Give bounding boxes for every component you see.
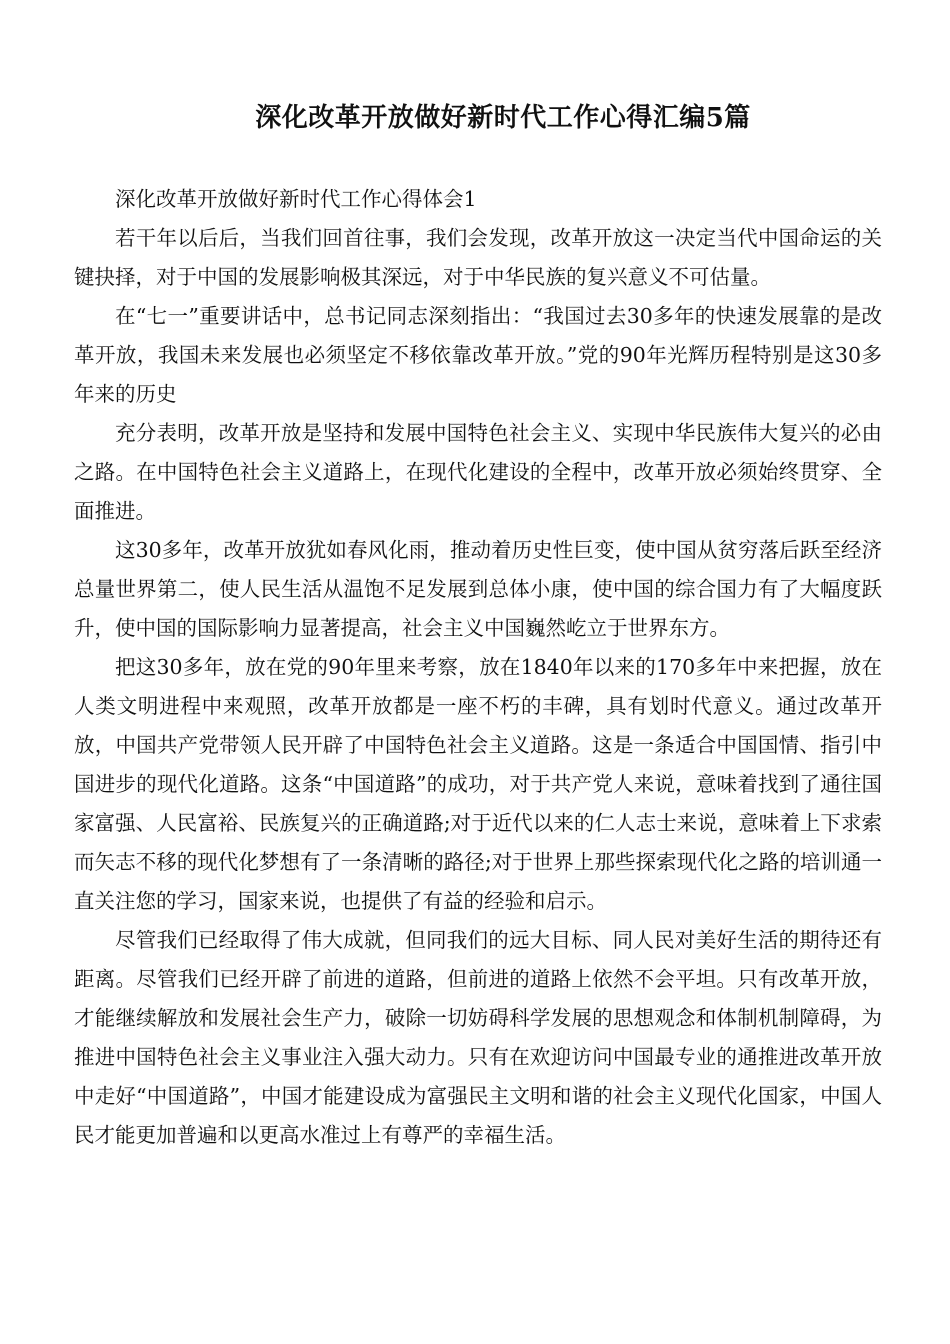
paragraph: 尽管我们已经取得了伟大成就，但同我们的远大目标、同人民对美好生活的期待还有距离。尽管我们已经开辟了前进的道路，但前进的道路上依然不会平坦。只有改革开放，才能继续解放和发展社会生产力，破除一切妨碍科学发展的思想观念和体制机制障碍，为推进中国特色社会主义事业注入强大动力。只有在欢迎访问中国最专业的通推进改革开放中走好“中国道路”，中国才能建设成为富强民主文明和谐的社会主义现代化国家，中国人民才能更加普遍和以更高水准过上有尊严的幸福生活。 — [74, 928, 882, 1147]
document-title: 深化改革开放做好新时代工作心得汇编5篇 — [255, 103, 751, 133]
paragraph: 若干年以后后，当我们回首往事，我们会发现，改革开放这一决定当代中国命运的关键抉择，对于中国的发展影响极其深远，对于中华民族的复兴意义不可估量。 — [74, 226, 882, 289]
paragraph: 充分表明，改革开放是坚持和发展中国特色社会主义、实现中华民族伟大复兴的必由之路。在中国特色社会主义道路上，在现代化建设的全程中，改革开放必须始终贯穿、全面推进。 — [74, 421, 882, 523]
paragraph: 把这30多年，放在党的90年里来考察，放在1840年以来的170多年中来把握，放在人类文明进程中来观照，改革开放都是一座不朽的丰碑，具有划时代意义。通过改革开放，中国共产党带领人民开辟了中国特色社会主义道路。这是一条适合中国国情、指引中国进步的现代化道路。这条“中国道路”的成功，对于共产党人来说，意味着找到了通往国家富强、人民富裕、民族复兴的正确道路;对于近代以来的仁人志士来说，意味着上下求索而矢志不移的现代化梦想有了一条清晰的路径;对于世界上那些探索现代化之路的培训通一直关注您的学习，国家来说，也提供了有益的经验和启示。 — [74, 655, 882, 913]
section-heading: 深化改革开放做好新时代工作心得体会1 — [115, 187, 477, 211]
paragraph: 在“七一”重要讲话中，总书记同志深刻指出：“我国过去30多年的快速发展靠的是改革开放，我国未来发展也必须坚定不移依靠改革开放。”党的90年光辉历程特别是这30多年来的历史 — [74, 304, 882, 406]
paragraph: 这30多年，改革开放犹如春风化雨，推动着历史性巨变，使中国从贫穷落后跃至经济总量世界第二，使人民生活从温饱不足发展到总体小康，使中国的综合国力有了大幅度跃升，使中国的国际影响力显著提高，社会主义中国巍然屹立于世界东方。 — [74, 538, 882, 640]
document-body — [74, 180, 882, 1155]
